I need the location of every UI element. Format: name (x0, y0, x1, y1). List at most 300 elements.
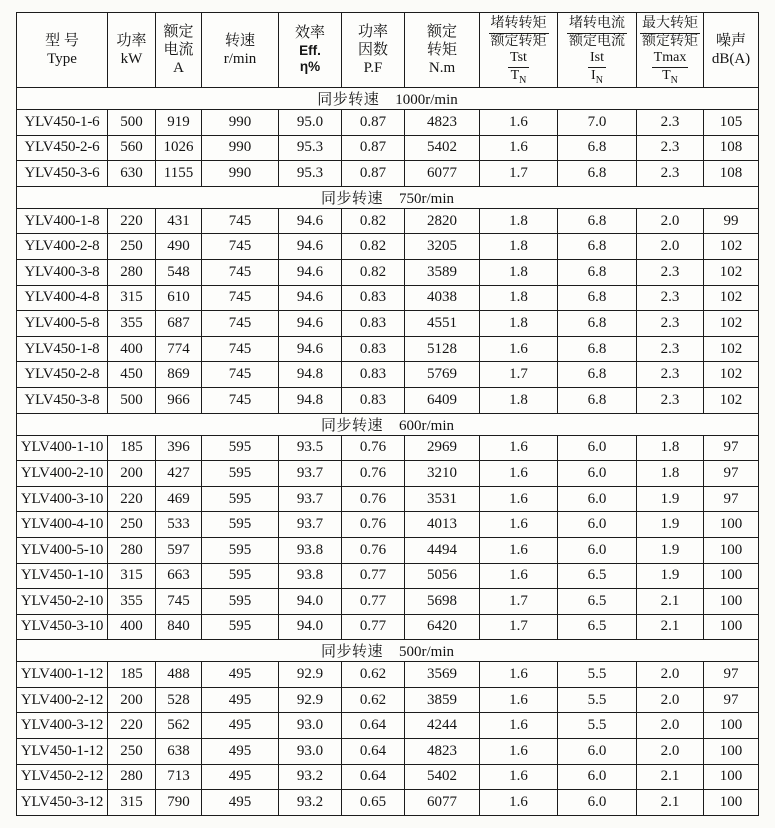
col-header-line: 额定 (163, 23, 194, 40)
cell-max-torque-ratio: 1.8 (637, 461, 704, 487)
section-header (17, 88, 759, 110)
col-header-line: 堵转转矩 (481, 16, 556, 34)
cell-power-factor: 0.65 (342, 790, 405, 816)
cell-speed: 745 (202, 311, 279, 337)
cell-type: YLV400-1-8 (17, 208, 108, 234)
cell-locked-rotor-current-ratio: 6.8 (558, 311, 637, 337)
cell-max-torque-ratio: 2.3 (637, 135, 704, 161)
cell-rated-current: 966 (156, 387, 202, 413)
cell-power: 220 (108, 208, 156, 234)
cell-type: YLV450-1-6 (17, 110, 108, 136)
cell-efficiency: 92.9 (279, 687, 342, 713)
section-header (17, 186, 759, 208)
cell-type: YLV400-2-10 (17, 461, 108, 487)
cell-efficiency: 93.2 (279, 764, 342, 790)
cell-locked-rotor-current-ratio: 6.8 (558, 387, 637, 413)
cell-locked-rotor-torque-ratio: 1.8 (480, 208, 558, 234)
cell-power: 315 (108, 790, 156, 816)
cell-noise: 102 (704, 285, 759, 311)
cell-rated-torque: 4494 (405, 537, 480, 563)
cell-locked-rotor-current-ratio: 6.8 (558, 259, 637, 285)
cell-power-factor: 0.83 (342, 362, 405, 388)
cell-locked-rotor-current-ratio: 6.5 (558, 614, 637, 640)
cell-efficiency: 94.6 (279, 259, 342, 285)
cell-efficiency: 95.0 (279, 110, 342, 136)
table-row (17, 336, 759, 362)
sync-speed-label: 同步转速 (320, 417, 383, 434)
table-row (17, 208, 759, 234)
cell-rated-torque: 5056 (405, 563, 480, 589)
table-row (17, 512, 759, 538)
cell-noise: 102 (704, 234, 759, 260)
col-header-type (17, 13, 108, 88)
cell-max-torque-ratio: 2.3 (637, 161, 704, 187)
cell-type: YLV400-1-10 (17, 435, 108, 461)
cell-noise: 97 (704, 662, 759, 688)
cell-max-torque-ratio: 2.1 (637, 589, 704, 615)
cell-rated-torque: 4551 (405, 311, 480, 337)
cell-power: 280 (108, 259, 156, 285)
cell-type: YLV400-4-10 (17, 512, 108, 538)
cell-type: YLV450-2-12 (17, 764, 108, 790)
table-row (17, 461, 759, 487)
section-row (17, 413, 759, 435)
cell-efficiency: 94.6 (279, 285, 342, 311)
cell-power-factor: 0.76 (342, 512, 405, 538)
table-row (17, 285, 759, 311)
col-header-rated-torque (405, 13, 480, 88)
col-header-line: $T_N$ (510, 67, 527, 86)
cell-power-factor: 0.87 (342, 161, 405, 187)
col-header-line: 噪声 (715, 32, 746, 49)
cell-rated-current: 713 (156, 764, 202, 790)
cell-type: YLV400-2-8 (17, 234, 108, 260)
table-row (17, 589, 759, 615)
cell-rated-current: 431 (156, 208, 202, 234)
cell-max-torque-ratio: 1.9 (637, 486, 704, 512)
cell-locked-rotor-current-ratio: 6.8 (558, 234, 637, 260)
cell-locked-rotor-current-ratio: 6.0 (558, 790, 637, 816)
col-header-line: $I_N$ (591, 67, 603, 86)
table-row (17, 435, 759, 461)
col-header-power (108, 13, 156, 88)
cell-noise: 108 (704, 161, 759, 187)
col-header-line: Ist (559, 50, 635, 68)
cell-efficiency: 94.6 (279, 208, 342, 234)
cell-noise: 100 (704, 589, 759, 615)
col-header-line: P.F (363, 60, 383, 77)
cell-rated-current: 528 (156, 687, 202, 713)
cell-efficiency: 94.0 (279, 614, 342, 640)
cell-efficiency: 94.8 (279, 387, 342, 413)
motor-spec-table (16, 12, 759, 816)
cell-rated-current: 1155 (156, 161, 202, 187)
cell-speed: 745 (202, 336, 279, 362)
col-header-rated-current (156, 13, 202, 88)
cell-noise: 102 (704, 336, 759, 362)
cell-rated-torque: 3859 (405, 687, 480, 713)
cell-power: 220 (108, 486, 156, 512)
cell-rated-torque: 4013 (405, 512, 480, 538)
cell-speed: 495 (202, 764, 279, 790)
cell-power: 450 (108, 362, 156, 388)
col-header-line: 额定电流 (569, 34, 625, 50)
cell-rated-torque: 4244 (405, 713, 480, 739)
cell-efficiency: 93.7 (279, 512, 342, 538)
cell-locked-rotor-torque-ratio: 1.7 (480, 589, 558, 615)
cell-locked-rotor-current-ratio: 6.8 (558, 362, 637, 388)
cell-efficiency: 94.6 (279, 336, 342, 362)
section-row (17, 88, 759, 110)
cell-noise: 108 (704, 135, 759, 161)
cell-locked-rotor-current-ratio: 6.0 (558, 537, 637, 563)
cell-max-torque-ratio: 1.8 (637, 435, 704, 461)
cell-locked-rotor-torque-ratio: 1.7 (480, 161, 558, 187)
cell-max-torque-ratio: 2.1 (637, 764, 704, 790)
cell-speed: 990 (202, 161, 279, 187)
col-header-line: 堵转电流 (559, 16, 635, 34)
cell-locked-rotor-torque-ratio: 1.6 (480, 739, 558, 765)
cell-power: 280 (108, 764, 156, 790)
cell-power-factor: 0.64 (342, 713, 405, 739)
sync-speed-label: 同步转速 (320, 190, 383, 207)
cell-locked-rotor-torque-ratio: 1.6 (480, 563, 558, 589)
cell-rated-torque: 4038 (405, 285, 480, 311)
cell-power: 500 (108, 387, 156, 413)
col-header-power-factor (342, 13, 405, 88)
cell-max-torque-ratio: 2.1 (637, 790, 704, 816)
cell-locked-rotor-torque-ratio: 1.6 (480, 435, 558, 461)
cell-power-factor: 0.87 (342, 135, 405, 161)
cell-noise: 102 (704, 362, 759, 388)
cell-locked-rotor-torque-ratio: 1.6 (480, 687, 558, 713)
cell-rated-torque: 6420 (405, 614, 480, 640)
cell-locked-rotor-torque-ratio: 1.8 (480, 285, 558, 311)
cell-rated-current: 610 (156, 285, 202, 311)
cell-locked-rotor-torque-ratio: 1.8 (480, 234, 558, 260)
col-header-line: 效率 (294, 25, 325, 42)
section-row (17, 640, 759, 662)
table-row (17, 486, 759, 512)
col-header-speed (202, 13, 279, 88)
cell-locked-rotor-torque-ratio: 1.6 (480, 336, 558, 362)
cell-power-factor: 0.64 (342, 739, 405, 765)
cell-type: YLV450-1-8 (17, 336, 108, 362)
col-header-line: N.m (428, 60, 456, 77)
cell-type: YLV400-5-10 (17, 537, 108, 563)
cell-max-torque-ratio: 1.9 (637, 512, 704, 538)
table-row (17, 687, 759, 713)
cell-rated-current: 548 (156, 259, 202, 285)
cell-rated-torque: 4823 (405, 739, 480, 765)
sync-speed-label: 同步转速 (320, 644, 383, 661)
cell-noise: 105 (704, 110, 759, 136)
cell-power: 220 (108, 713, 156, 739)
cell-efficiency: 94.6 (279, 311, 342, 337)
cell-max-torque-ratio: 1.9 (637, 537, 704, 563)
cell-power: 250 (108, 739, 156, 765)
cell-power-factor: 0.77 (342, 563, 405, 589)
cell-locked-rotor-current-ratio: 7.0 (558, 110, 637, 136)
col-header-line: kW (120, 51, 143, 67)
cell-type: YLV400-3-10 (17, 486, 108, 512)
col-header-line: 额定转矩 (642, 34, 698, 50)
cell-power-factor: 0.82 (342, 208, 405, 234)
cell-power: 630 (108, 161, 156, 187)
cell-power: 315 (108, 285, 156, 311)
table-row (17, 234, 759, 260)
cell-speed: 595 (202, 589, 279, 615)
cell-locked-rotor-current-ratio: 6.0 (558, 461, 637, 487)
cell-locked-rotor-torque-ratio: 1.6 (480, 662, 558, 688)
cell-rated-torque: 5128 (405, 336, 480, 362)
cell-power-factor: 0.83 (342, 311, 405, 337)
cell-power-factor: 0.83 (342, 285, 405, 311)
cell-type: YLV450-2-6 (17, 135, 108, 161)
cell-type: YLV450-2-8 (17, 362, 108, 388)
cell-power-factor: 0.83 (342, 387, 405, 413)
sync-speed-value: 750r/min (399, 190, 454, 207)
table-row (17, 537, 759, 563)
cell-speed: 595 (202, 435, 279, 461)
cell-locked-rotor-current-ratio: 6.8 (558, 208, 637, 234)
cell-rated-torque: 2820 (405, 208, 480, 234)
section-header (17, 413, 759, 435)
cell-type: YLV450-3-10 (17, 614, 108, 640)
cell-speed: 595 (202, 537, 279, 563)
cell-rated-current: 869 (156, 362, 202, 388)
cell-locked-rotor-current-ratio: 5.5 (558, 713, 637, 739)
cell-speed: 495 (202, 687, 279, 713)
cell-locked-rotor-torque-ratio: 1.6 (480, 790, 558, 816)
cell-speed: 495 (202, 790, 279, 816)
cell-max-torque-ratio: 2.0 (637, 234, 704, 260)
cell-type: YLV400-4-8 (17, 285, 108, 311)
cell-locked-rotor-torque-ratio: 1.8 (480, 259, 558, 285)
cell-rated-current: 597 (156, 537, 202, 563)
cell-type: YLV400-2-12 (17, 687, 108, 713)
section-row (17, 186, 759, 208)
cell-locked-rotor-torque-ratio: 1.8 (480, 387, 558, 413)
col-header-efficiency (279, 13, 342, 88)
cell-power: 560 (108, 135, 156, 161)
cell-max-torque-ratio: 2.0 (637, 208, 704, 234)
cell-speed: 595 (202, 486, 279, 512)
cell-efficiency: 95.3 (279, 135, 342, 161)
cell-speed: 745 (202, 259, 279, 285)
cell-rated-current: 490 (156, 234, 202, 260)
cell-power-factor: 0.82 (342, 234, 405, 260)
col-header-line: Eff. (299, 42, 321, 58)
cell-noise: 102 (704, 387, 759, 413)
cell-type: YLV400-1-12 (17, 662, 108, 688)
cell-rated-torque: 4823 (405, 110, 480, 136)
cell-noise: 100 (704, 790, 759, 816)
col-header-line: η% (299, 59, 321, 75)
cell-power-factor: 0.76 (342, 486, 405, 512)
cell-speed: 595 (202, 461, 279, 487)
cell-power: 500 (108, 110, 156, 136)
col-header-max-torque-ratio (637, 13, 704, 88)
cell-rated-torque: 5402 (405, 135, 480, 161)
cell-power: 355 (108, 589, 156, 615)
cell-type: YLV450-3-6 (17, 161, 108, 187)
col-header-line: Tst (481, 50, 556, 68)
cell-noise: 100 (704, 537, 759, 563)
cell-efficiency: 93.0 (279, 739, 342, 765)
cell-power-factor: 0.87 (342, 110, 405, 136)
cell-power: 185 (108, 662, 156, 688)
cell-locked-rotor-current-ratio: 6.8 (558, 285, 637, 311)
col-header-noise (704, 13, 759, 88)
cell-power-factor: 0.62 (342, 687, 405, 713)
cell-noise: 100 (704, 739, 759, 765)
cell-noise: 97 (704, 435, 759, 461)
cell-rated-current: 427 (156, 461, 202, 487)
table-row (17, 161, 759, 187)
cell-locked-rotor-torque-ratio: 1.6 (480, 713, 558, 739)
cell-noise: 100 (704, 614, 759, 640)
cell-locked-rotor-current-ratio: 6.0 (558, 739, 637, 765)
cell-max-torque-ratio: 2.3 (637, 110, 704, 136)
sync-speed-value: 1000r/min (395, 92, 458, 108)
sync-speed-label: 同步转速 (317, 92, 380, 108)
cell-power: 315 (108, 563, 156, 589)
cell-noise: 99 (704, 208, 759, 234)
col-header-line: 额定转矩 (490, 34, 547, 50)
cell-efficiency: 93.0 (279, 713, 342, 739)
cell-max-torque-ratio: 2.0 (637, 687, 704, 713)
cell-max-torque-ratio: 2.3 (637, 362, 704, 388)
cell-rated-current: 745 (156, 589, 202, 615)
table-row (17, 311, 759, 337)
col-header-line: 功率 (116, 32, 147, 49)
cell-locked-rotor-torque-ratio: 1.6 (480, 135, 558, 161)
cell-type: YLV450-3-8 (17, 387, 108, 413)
cell-power: 250 (108, 512, 156, 538)
cell-efficiency: 93.2 (279, 790, 342, 816)
section-header (17, 640, 759, 662)
cell-locked-rotor-current-ratio: 6.8 (558, 336, 637, 362)
cell-locked-rotor-current-ratio: 5.5 (558, 687, 637, 713)
cell-rated-current: 488 (156, 662, 202, 688)
table-row (17, 563, 759, 589)
cell-noise: 97 (704, 461, 759, 487)
cell-max-torque-ratio: 2.3 (637, 387, 704, 413)
cell-power-factor: 0.82 (342, 259, 405, 285)
table-row (17, 739, 759, 765)
cell-rated-torque: 3205 (405, 234, 480, 260)
cell-rated-torque: 3569 (405, 662, 480, 688)
cell-max-torque-ratio: 2.3 (637, 259, 704, 285)
cell-type: YLV400-3-12 (17, 713, 108, 739)
cell-rated-current: 469 (156, 486, 202, 512)
cell-max-torque-ratio: 2.3 (637, 336, 704, 362)
table-row (17, 713, 759, 739)
cell-max-torque-ratio: 2.0 (637, 713, 704, 739)
cell-efficiency: 92.9 (279, 662, 342, 688)
cell-rated-current: 638 (156, 739, 202, 765)
cell-locked-rotor-current-ratio: 6.8 (558, 135, 637, 161)
cell-locked-rotor-torque-ratio: 1.7 (480, 362, 558, 388)
table-row (17, 387, 759, 413)
cell-rated-torque: 3531 (405, 486, 480, 512)
cell-type: YLV450-2-10 (17, 589, 108, 615)
table-body (17, 88, 759, 816)
cell-locked-rotor-current-ratio: 6.0 (558, 486, 637, 512)
cell-rated-torque: 5402 (405, 764, 480, 790)
cell-max-torque-ratio: 1.9 (637, 563, 704, 589)
cell-rated-current: 396 (156, 435, 202, 461)
cell-locked-rotor-torque-ratio: 1.6 (480, 486, 558, 512)
cell-noise: 102 (704, 311, 759, 337)
cell-rated-current: 562 (156, 713, 202, 739)
col-header-line: Type (47, 51, 77, 67)
cell-locked-rotor-current-ratio: 6.5 (558, 589, 637, 615)
cell-power: 400 (108, 336, 156, 362)
cell-noise: 100 (704, 764, 759, 790)
cell-max-torque-ratio: 2.3 (637, 311, 704, 337)
table-row (17, 110, 759, 136)
table-row (17, 362, 759, 388)
cell-power-factor: 0.77 (342, 614, 405, 640)
col-header-line: 功率 (357, 23, 388, 40)
cell-locked-rotor-torque-ratio: 1.6 (480, 537, 558, 563)
table-row (17, 790, 759, 816)
col-header-line: 电流 (163, 41, 194, 58)
sync-speed-value: 500r/min (399, 644, 454, 661)
table-row (17, 259, 759, 285)
table-row (17, 135, 759, 161)
cell-efficiency: 94.6 (279, 234, 342, 260)
cell-speed: 745 (202, 362, 279, 388)
cell-power-factor: 0.83 (342, 336, 405, 362)
col-header-line: 转矩 (426, 41, 457, 58)
cell-power-factor: 0.77 (342, 589, 405, 615)
cell-speed: 495 (202, 739, 279, 765)
cell-power-factor: 0.76 (342, 461, 405, 487)
cell-noise: 100 (704, 713, 759, 739)
cell-speed: 990 (202, 135, 279, 161)
cell-rated-current: 840 (156, 614, 202, 640)
cell-max-torque-ratio: 2.0 (637, 739, 704, 765)
col-header-locked-rotor-torque-ratio (480, 13, 558, 88)
cell-locked-rotor-torque-ratio: 1.8 (480, 311, 558, 337)
cell-locked-rotor-current-ratio: 6.5 (558, 563, 637, 589)
cell-power: 185 (108, 435, 156, 461)
cell-noise: 100 (704, 563, 759, 589)
cell-rated-torque: 3210 (405, 461, 480, 487)
cell-efficiency: 93.7 (279, 486, 342, 512)
cell-power: 355 (108, 311, 156, 337)
cell-speed: 595 (202, 563, 279, 589)
col-header-line: 因数 (357, 41, 388, 58)
cell-type: YLV450-1-12 (17, 739, 108, 765)
cell-rated-torque: 6409 (405, 387, 480, 413)
cell-rated-current: 687 (156, 311, 202, 337)
cell-rated-current: 533 (156, 512, 202, 538)
cell-power: 280 (108, 537, 156, 563)
cell-locked-rotor-torque-ratio: 1.7 (480, 614, 558, 640)
cell-rated-current: 790 (156, 790, 202, 816)
cell-power: 200 (108, 687, 156, 713)
cell-type: YLV450-1-10 (17, 563, 108, 589)
cell-rated-current: 663 (156, 563, 202, 589)
cell-type: YLV400-3-8 (17, 259, 108, 285)
cell-power-factor: 0.76 (342, 435, 405, 461)
cell-speed: 745 (202, 285, 279, 311)
table-row (17, 662, 759, 688)
